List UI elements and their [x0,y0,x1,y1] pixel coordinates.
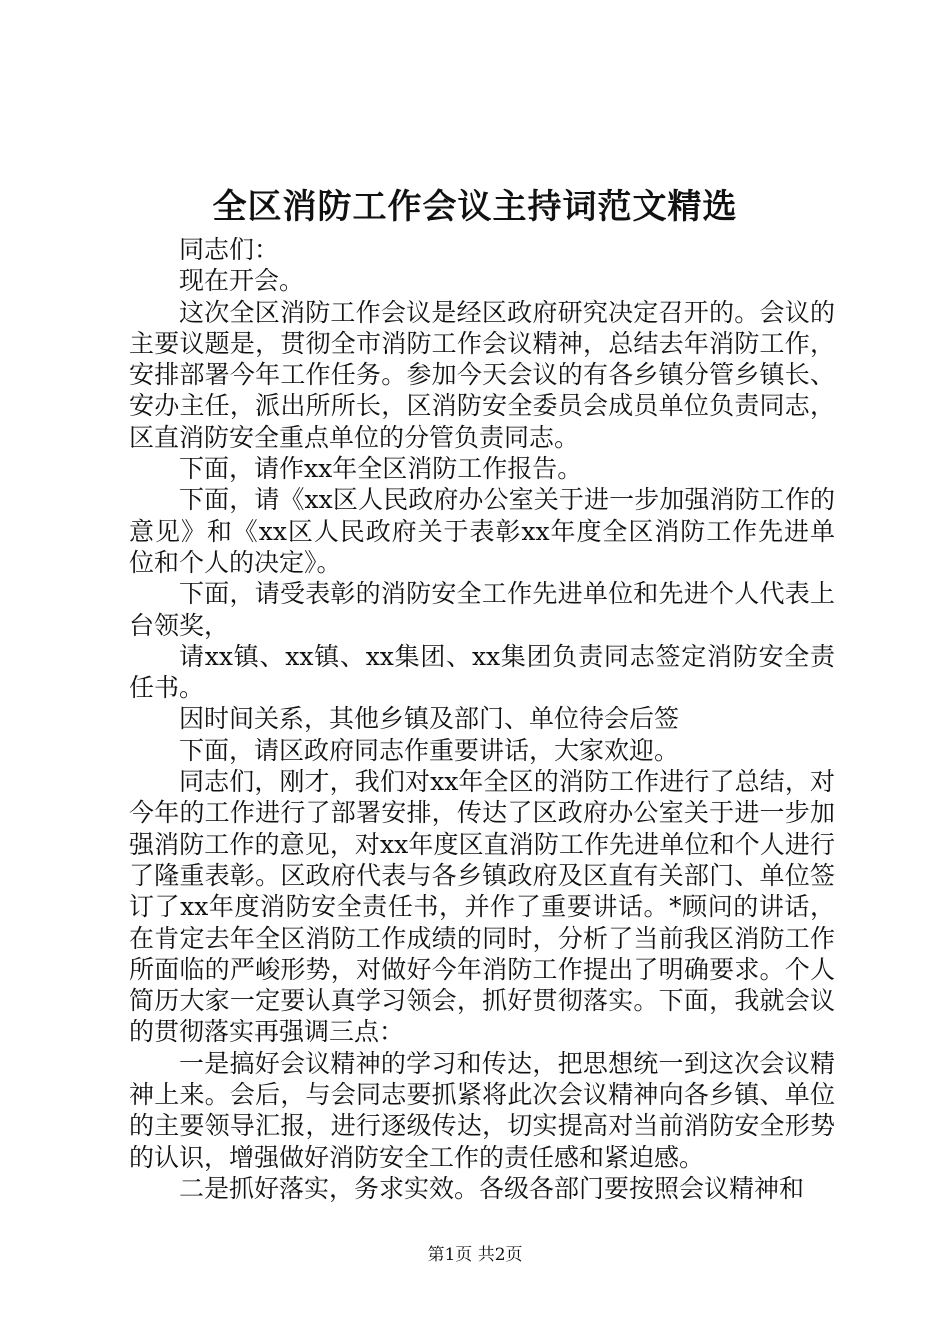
page-footer: 第1页 共2页 [427,1245,523,1265]
paragraph: 二是抓好落实，务求实效。各级各部门要按照会议精神和 [179,1173,805,1203]
paragraph: 这次全区消防工作会议是经区政府研究决定召开的。会议的主要议题是，贯彻全市消防工作会议精神，总结去年消防工作，安排部署今年工作任务。参加今天会议的有各乡镇分管乡镇长、安办主任，派出所所长，区消防安全委员会成员单位负责同志，区直消防安全重点单位的分管负责同志。 [129,297,835,452]
document-body [129,234,835,1204]
paragraph: 下面，请作xx年全区消防工作报告。 [179,454,583,484]
paragraph: 下面，请《xx区人民政府办公室关于进一步加强消防工作的意见》和《xx区人民政府关于表彰xx年度全区消防工作先进单位和个人的决定》。 [129,485,835,577]
paragraph: 请xx镇、xx镇、xx集团、xx集团负责同志签定消防安全责任书。 [129,641,835,703]
paragraph: 一是搞好会议精神的学习和传达，把思想统一到这次会议精神上来。会后，与会同志要抓紧将此次会议精神向各乡镇、单位的主要领导汇报，进行逐级传达，切实提高对当前消防安全形势的认识，增强做好消防安全工作的责任感和紧迫感。 [129,1048,835,1172]
paragraph: 因时间关系，其他乡镇及部门、单位待会后签 [179,704,680,734]
paragraph: 现在开会。 [179,266,305,296]
document-title: 全区消防工作会议主持词范文精选 [212,187,738,227]
paragraph: 下面，请受表彰的消防安全工作先进单位和先进个人代表上台领奖， [129,579,835,640]
paragraph: 下面，请区政府同志作重要讲话，大家欢迎。 [179,735,680,765]
paragraph: 同志们，刚才，我们对xx年全区的消防工作进行了总结，对今年的工作进行了部署安排，传达了区政府办公室关于进一步加强消防工作的意见，对xx年度区直消防工作先进单位和个人进行了隆重表彰。区政府代表与各乡镇政府及区直有关部门、单位签订了xx年度消防安全责任书，并作了重要讲话。*顾问的讲话，在肯定去年全区消防工作成绩的同时，分析了当前我区消防工作所面临的严峻形势，对做好今年消防工作提出了明确要求。个人简历大家一定要认真学习领会，抓好贯彻落实。下面，我就会议的贯彻落实再强调三点： [129,767,835,1047]
paragraph: 同志们： [179,235,280,264]
